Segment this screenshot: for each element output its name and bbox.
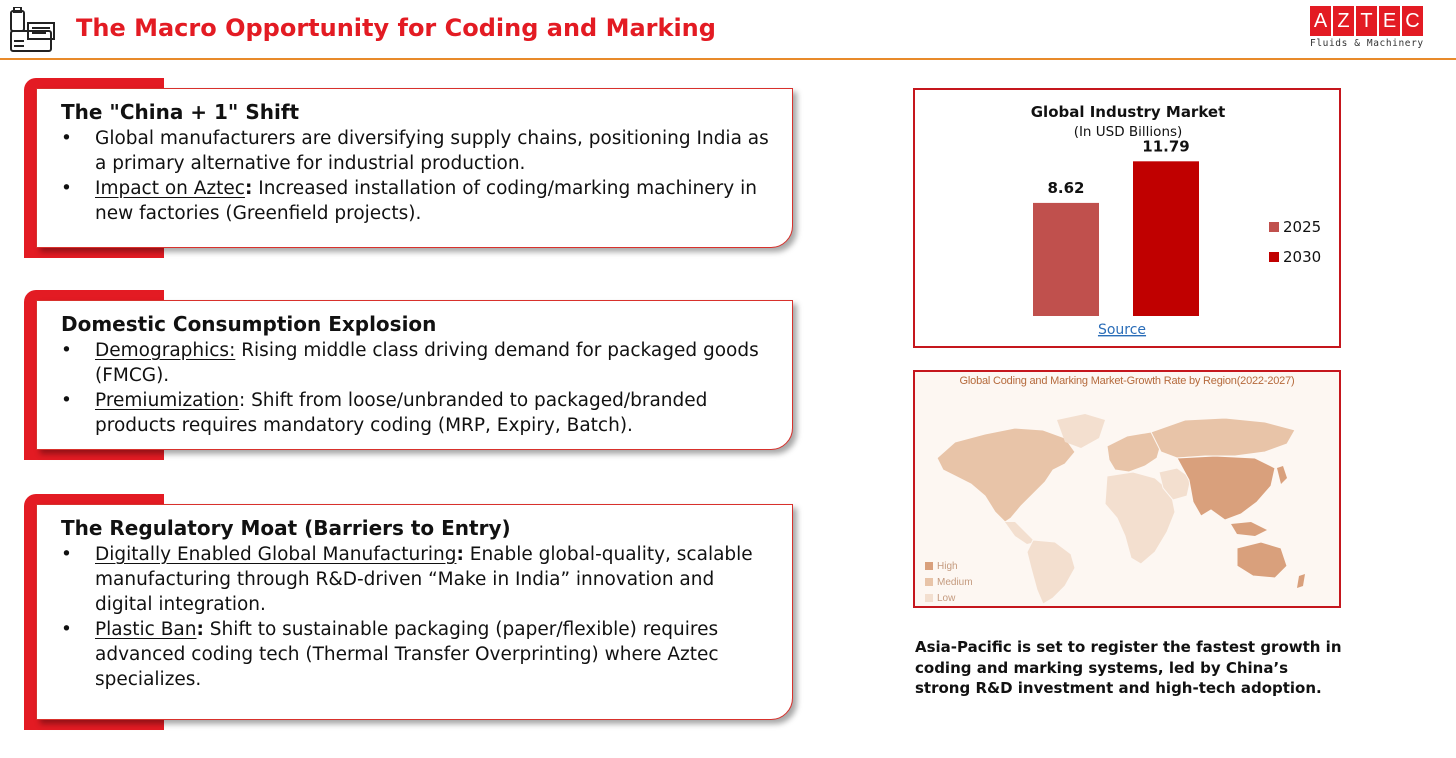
bullet-item <box>61 126 772 176</box>
bullet-list <box>61 126 772 226</box>
legend-label: Medium <box>937 576 973 588</box>
legend-item-high <box>925 558 973 574</box>
bullet-lead: Impact on Aztec <box>95 178 245 199</box>
aztec-logo <box>1310 6 1446 52</box>
section-card-domestic-consumption <box>24 290 799 460</box>
bar-chart-svg <box>915 90 1339 346</box>
bullet-lead: Demographics: <box>95 340 236 361</box>
central-america-shape <box>1005 522 1035 544</box>
europe-shape <box>1107 432 1161 472</box>
legend-label: Low <box>937 592 956 604</box>
card-body <box>36 504 793 720</box>
bullet-item <box>61 176 772 226</box>
chart-subtitle: (In USD Billions) <box>1073 124 1183 140</box>
bullet-text: Shift from loose/unbranded to packaged/branded products requires mandatory coding (MRP, Expiry, Batch). <box>95 390 708 436</box>
bullet-text: Global manufacturers are diversifying supply chains, positioning India as a primary alternative for industrial production. <box>95 128 769 174</box>
bullet-text: Rising middle class driving demand for packaged goods (FMCG). <box>95 340 759 386</box>
legend-swatch <box>925 562 933 570</box>
legend-label: 2030 <box>1283 248 1322 266</box>
map-legend <box>925 558 973 606</box>
bullet-item <box>61 388 772 438</box>
legend-swatch <box>1269 222 1279 232</box>
bullet-separator: : <box>456 544 464 565</box>
bullet-separator: : <box>244 178 253 199</box>
section-title: Domestic Consumption Explosion <box>61 312 437 336</box>
logo-letter: Z <box>1333 6 1354 36</box>
bar-value-label: 11.79 <box>1142 137 1190 156</box>
bullet-item <box>61 617 772 692</box>
page-title: The Macro Opportunity for Coding and Marking <box>76 14 716 42</box>
logo-letter: C <box>1402 6 1423 36</box>
legend-item-low <box>925 590 973 606</box>
section-title: The Regulatory Moat (Barriers to Entry) <box>61 516 511 540</box>
north-america-shape <box>937 428 1075 522</box>
bullet-text: Increased installation of coding/marking machinery in new factories (Greenfield projects). <box>95 178 757 224</box>
logo-subtitle: Fluids & Machinery <box>1310 38 1424 49</box>
world-growth-map <box>913 370 1341 608</box>
southeast-asia-shape <box>1231 522 1267 536</box>
source-link[interactable]: Source <box>1097 322 1147 338</box>
legend-label: High <box>937 560 958 572</box>
bullet-separator: : <box>238 390 246 411</box>
bullet-text: Enable global-quality, scalable manufacturing through R&D-driven “Make in India” innovation and digital integration. <box>95 544 753 615</box>
bullet-item <box>61 338 772 388</box>
section-title: The "China + 1" Shift <box>61 100 300 124</box>
map-title: Global Coding and Marking Market-Growth Rate by Region(2022-2027) <box>959 375 1295 387</box>
logo-letter: E <box>1379 6 1400 36</box>
bullet-text: Shift to sustainable packaging (paper/flexible) requires advanced coding tech (Thermal Transfer Overprinting) where Aztec specializes. <box>95 619 719 690</box>
bullet-lead: Plastic Ban <box>95 619 197 640</box>
market-bar-chart <box>913 88 1341 348</box>
asia-pacific-shape <box>1177 456 1275 520</box>
bullet-separator: : <box>196 619 204 640</box>
bullet-list <box>61 338 772 438</box>
legend-swatch <box>1269 252 1279 262</box>
bar-value-label: 8.62 <box>1047 178 1085 197</box>
bullet-item <box>61 542 772 617</box>
section-card-regulatory-moat <box>24 494 799 730</box>
coding-machine-icon <box>8 7 58 55</box>
bullet-lead: Digitally Enabled Global Manufacturing <box>95 544 457 565</box>
legend-item-medium <box>925 574 973 590</box>
russia-shape <box>1151 418 1295 458</box>
bar-2025 <box>1033 203 1099 316</box>
australia-shape <box>1237 542 1287 578</box>
legend-label: 2025 <box>1283 218 1322 236</box>
asia-pacific-note: Asia-Pacific is set to register the fastest growth in coding and marking systems, led by China’s strong R&D investment and high-tech adoption. <box>915 638 1342 697</box>
chart-title: Global Industry Market <box>1030 103 1226 121</box>
card-body <box>36 300 793 450</box>
logo-letter: A <box>1310 6 1331 36</box>
world-map-svg <box>915 372 1339 606</box>
legend-swatch <box>925 594 933 602</box>
japan-shape <box>1277 466 1287 484</box>
south-america-shape <box>1027 540 1075 604</box>
bullet-list <box>61 542 772 692</box>
header <box>0 0 1456 60</box>
section-card-china-plus-one <box>24 78 799 258</box>
bullet-lead: Premiumization <box>95 390 239 411</box>
new-zealand-shape <box>1297 574 1305 588</box>
logo-letter: T <box>1356 6 1377 36</box>
card-body <box>36 88 793 248</box>
legend-swatch <box>925 578 933 586</box>
bar-2030 <box>1133 161 1199 316</box>
